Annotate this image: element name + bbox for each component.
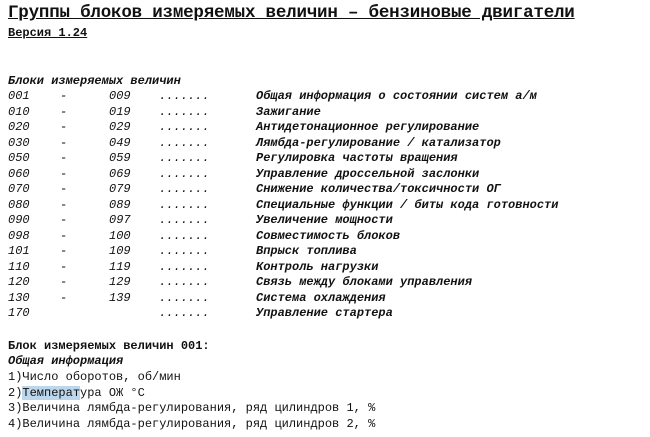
table-row — [8, 275, 648, 291]
table-row — [8, 306, 648, 322]
item-number: 2) — [8, 385, 23, 400]
range-dash: - — [60, 275, 68, 289]
table-row — [8, 120, 648, 136]
block-groups-table — [8, 89, 648, 322]
range-to: 019 — [109, 104, 131, 119]
group-description: Специальные функции / биты кода готовности — [256, 197, 559, 212]
leader-dots: ....... — [159, 244, 210, 258]
table-row — [8, 244, 648, 260]
item-text: Величина лямбда-регулирования, ряд цилиндров 1, % — [22, 401, 376, 415]
document-title: Группы блоков измеряемых величин – бензиновые двигатели — [8, 3, 575, 23]
range-to: 029 — [109, 120, 131, 134]
range-to: 109 — [109, 244, 131, 258]
leader-dots: ....... — [159, 135, 210, 150]
range-to: 069 — [109, 166, 131, 181]
leader-dots: ....... — [159, 89, 210, 103]
list-item — [8, 386, 375, 402]
list-item — [8, 417, 375, 433]
table-row — [8, 291, 648, 307]
leader-dots: ....... — [159, 228, 210, 243]
table-row — [8, 260, 648, 276]
leader-dots: ....... — [159, 259, 210, 274]
table-row — [8, 182, 648, 198]
range-dash: - — [60, 151, 68, 165]
leader-dots: ....... — [159, 120, 210, 134]
range-from: 098 — [8, 228, 30, 243]
table-row — [8, 213, 648, 229]
group-description: Система охлаждения — [256, 290, 386, 305]
range-dash: - — [60, 120, 68, 134]
version-label: Версия 1.24 — [8, 26, 88, 40]
item-text: ура ОЖ °С — [80, 385, 145, 400]
leader-dots: ....... — [159, 306, 210, 320]
list-item — [8, 370, 375, 386]
range-from: 170 — [8, 306, 30, 320]
table-row — [8, 89, 648, 105]
table-row — [8, 151, 648, 167]
group-description: Лямбда-регулирование / катализатор — [256, 135, 501, 150]
leader-dots: ....... — [159, 151, 210, 165]
group-description: Общая информация о состоянии систем а/м — [256, 89, 537, 103]
table-row — [8, 105, 648, 121]
range-dash: - — [60, 104, 68, 119]
range-dash: - — [60, 197, 68, 212]
group-description: Впрыск топлива — [256, 244, 357, 258]
range-dash: - — [60, 89, 68, 103]
range-from: 010 — [8, 104, 30, 119]
range-from: 060 — [8, 166, 30, 181]
leader-dots: ....... — [159, 182, 210, 196]
item-text: Число оборотов, об/мин — [22, 370, 181, 384]
range-dash: - — [60, 290, 68, 305]
group-description: Контроль нагрузки — [256, 259, 379, 274]
leader-dots: ....... — [159, 166, 210, 181]
item-text: Величина лямбда-регулирования, ряд цилиндров 2, % — [22, 416, 376, 431]
range-dash: - — [60, 259, 68, 274]
leader-dots: ....... — [159, 104, 210, 119]
table-row — [8, 136, 648, 152]
range-from: 101 — [8, 244, 30, 258]
range-dash: - — [60, 228, 68, 243]
range-dash: - — [60, 135, 68, 150]
range-from: 130 — [8, 290, 30, 305]
table-row — [8, 167, 648, 183]
range-dash: - — [60, 213, 68, 227]
range-from: 050 — [8, 151, 30, 165]
item-number: 4) — [8, 416, 23, 431]
range-dash: - — [60, 182, 68, 196]
group-description: Снижение количества/токсичности ОГ — [256, 182, 501, 196]
group-description: Зажигание — [256, 104, 321, 119]
leader-dots: ....... — [159, 290, 210, 305]
range-to: 089 — [109, 197, 131, 212]
range-to: 079 — [109, 182, 131, 196]
range-dash: - — [60, 244, 68, 258]
group-description: Совместимость блоков — [256, 228, 401, 243]
range-from: 030 — [8, 135, 30, 150]
range-to: 049 — [109, 135, 131, 150]
range-to: 100 — [109, 228, 131, 243]
range-to: 119 — [109, 259, 131, 274]
range-to: 009 — [109, 89, 131, 103]
leader-dots: ....... — [159, 275, 210, 289]
range-to: 129 — [109, 275, 131, 289]
range-to: 139 — [109, 290, 131, 305]
range-to: 097 — [109, 213, 131, 227]
list-item — [8, 401, 375, 417]
block-heading: Блок измеряемых величин 001: — [8, 339, 210, 353]
range-dash: - — [60, 166, 68, 181]
group-description: Антидетонационное регулирование — [256, 120, 480, 134]
group-description: Регулировка частоты вращения — [256, 151, 458, 165]
range-from: 120 — [8, 275, 30, 289]
leader-dots: ....... — [159, 213, 210, 227]
block-items-list — [8, 370, 375, 432]
range-from: 001 — [8, 89, 30, 103]
table-row — [8, 229, 648, 245]
range-from: 070 — [8, 182, 30, 196]
leader-dots: ....... — [159, 197, 210, 212]
group-description: Управление дроссельной заслонки — [256, 166, 480, 181]
range-to: 059 — [109, 151, 131, 165]
range-from: 090 — [8, 213, 30, 227]
table-row — [8, 198, 648, 214]
group-description: Управление стартера — [256, 306, 393, 320]
group-description: Увеличение мощности — [256, 213, 393, 227]
item-number: 3) — [8, 401, 23, 415]
range-from: 110 — [8, 259, 30, 274]
block-subheading: Общая информация — [8, 354, 124, 368]
selected-text-highlight[interactable]: Температ — [22, 385, 81, 400]
range-from: 020 — [8, 120, 30, 134]
range-from: 080 — [8, 197, 30, 212]
item-number: 1) — [8, 370, 23, 384]
group-description: Связь между блоками управления — [256, 275, 473, 289]
section-heading: Блоки измеряемых величин — [8, 74, 181, 88]
